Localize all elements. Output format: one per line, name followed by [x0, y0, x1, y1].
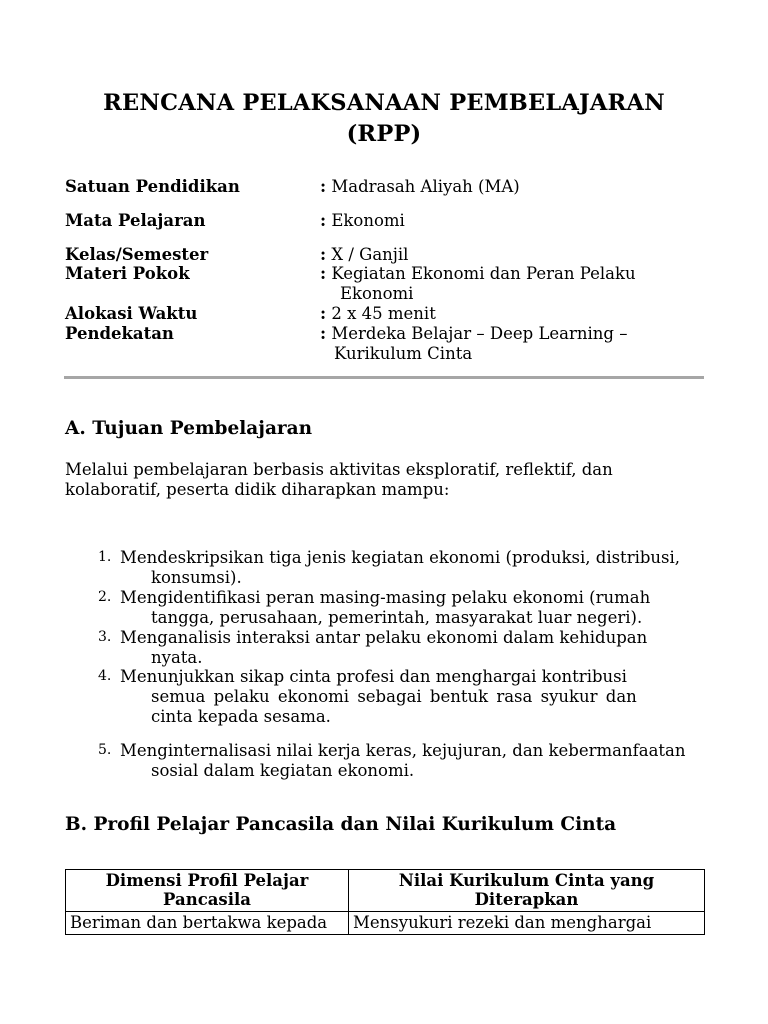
identity-value-line: Kegiatan Ekonomi dan Peran Pelaku	[331, 264, 636, 283]
list-item-text: Menunjukkan sikap cinta profesi dan menghargai kontribusi	[120, 667, 627, 686]
list-item-number: 1.	[98, 549, 112, 565]
table-cell: Mensyukuri rezeki dan menghargai	[349, 912, 705, 935]
horizontal-divider	[64, 376, 704, 379]
table-header-row	[66, 870, 705, 912]
list-item-text: cinta kepada sesama.	[151, 706, 331, 726]
identity-label: Mata Pelajaran	[65, 211, 206, 230]
title-line-1: RENCANA PELAKSANAAN PEMBELAJARAN	[103, 90, 665, 116]
list-item-number: 2.	[98, 589, 112, 605]
list-item-text: sosial dalam kegiatan ekonomi.	[151, 760, 415, 780]
list-item-text: Menginternalisasi nilai kerja keras, kejujuran, dan kebermanfaatan	[120, 741, 686, 760]
document-title	[0, 88, 768, 150]
title-line-2: (RPP)	[346, 121, 422, 147]
identity-value-line: Kurikulum Cinta	[334, 344, 473, 363]
identity-value-line: Merdeka Belajar – Deep Learning –	[331, 324, 628, 343]
table-cell: Beriman dan bertakwa kepada	[66, 912, 349, 935]
identity-value-line: Ekonomi	[331, 211, 405, 230]
identity-label: Satuan Pendidikan	[65, 177, 240, 196]
list-item-number: 3.	[98, 629, 112, 645]
identity-label: Alokasi Waktu	[65, 304, 198, 323]
list-item-text: nyata.	[151, 647, 203, 667]
list-item-number: 4.	[98, 668, 112, 684]
table-header-cell: Nilai Kurikulum Cinta yang Diterapkan	[349, 870, 705, 912]
identity-value: : 2 x 45 menit	[320, 304, 436, 323]
identity-value-line: Madrasah Aliyah (MA)	[331, 177, 520, 196]
identity-value: : Ekonomi	[320, 211, 405, 230]
identity-label: Kelas/Semester	[65, 245, 209, 264]
section-b-heading: B. Profil Pelajar Pancasila dan Nilai Kurikulum Cinta	[65, 814, 617, 835]
identity-value: : Madrasah Aliyah (MA)	[320, 177, 520, 196]
section-a-intro	[65, 460, 715, 500]
identity-value-line: Ekonomi	[340, 284, 414, 303]
intro-line: Melalui pembelajaran berbasis aktivitas eksploratif, reflektif, dan	[65, 460, 613, 479]
intro-line: kolaboratif, peserta didik diharapkan mampu:	[65, 480, 450, 499]
identity-value-line: X / Ganjil	[331, 245, 409, 264]
identity-label: Materi Pokok	[65, 264, 190, 283]
profil-table	[65, 869, 705, 935]
table-header-cell: Dimensi Profil Pelajar Pancasila	[66, 870, 349, 912]
list-item-text: Menganalisis interaksi antar pelaku ekonomi dalam kehidupan	[120, 628, 648, 647]
list-item-number: 5.	[98, 742, 112, 758]
list-item-text: konsumsi).	[151, 567, 242, 587]
list-item-text: Mengidentifikasi peran masing-masing pelaku ekonomi (rumah	[120, 588, 651, 607]
section-a-heading: A. Tujuan Pembelajaran	[65, 418, 313, 439]
list-item-text: Mendeskripsikan tiga jenis kegiatan ekonomi (produksi, distribusi,	[120, 548, 681, 567]
identity-value: : X / Ganjil	[320, 245, 409, 264]
identity-value: : Merdeka Belajar – Deep Learning – Kurikulum Cinta	[320, 324, 720, 364]
list-item-text: semua pelaku ekonomi sebagai bentuk rasa syukur dan	[151, 686, 637, 706]
table-row	[66, 912, 705, 935]
list-item-text: tangga, perusahaan, pemerintah, masyarakat luar negeri).	[151, 607, 643, 627]
identity-value-line: 2 x 45 menit	[331, 304, 436, 323]
identity-label: Pendekatan	[65, 324, 174, 343]
identity-value: : Kegiatan Ekonomi dan Peran Pelaku Ekonomi	[320, 264, 720, 304]
